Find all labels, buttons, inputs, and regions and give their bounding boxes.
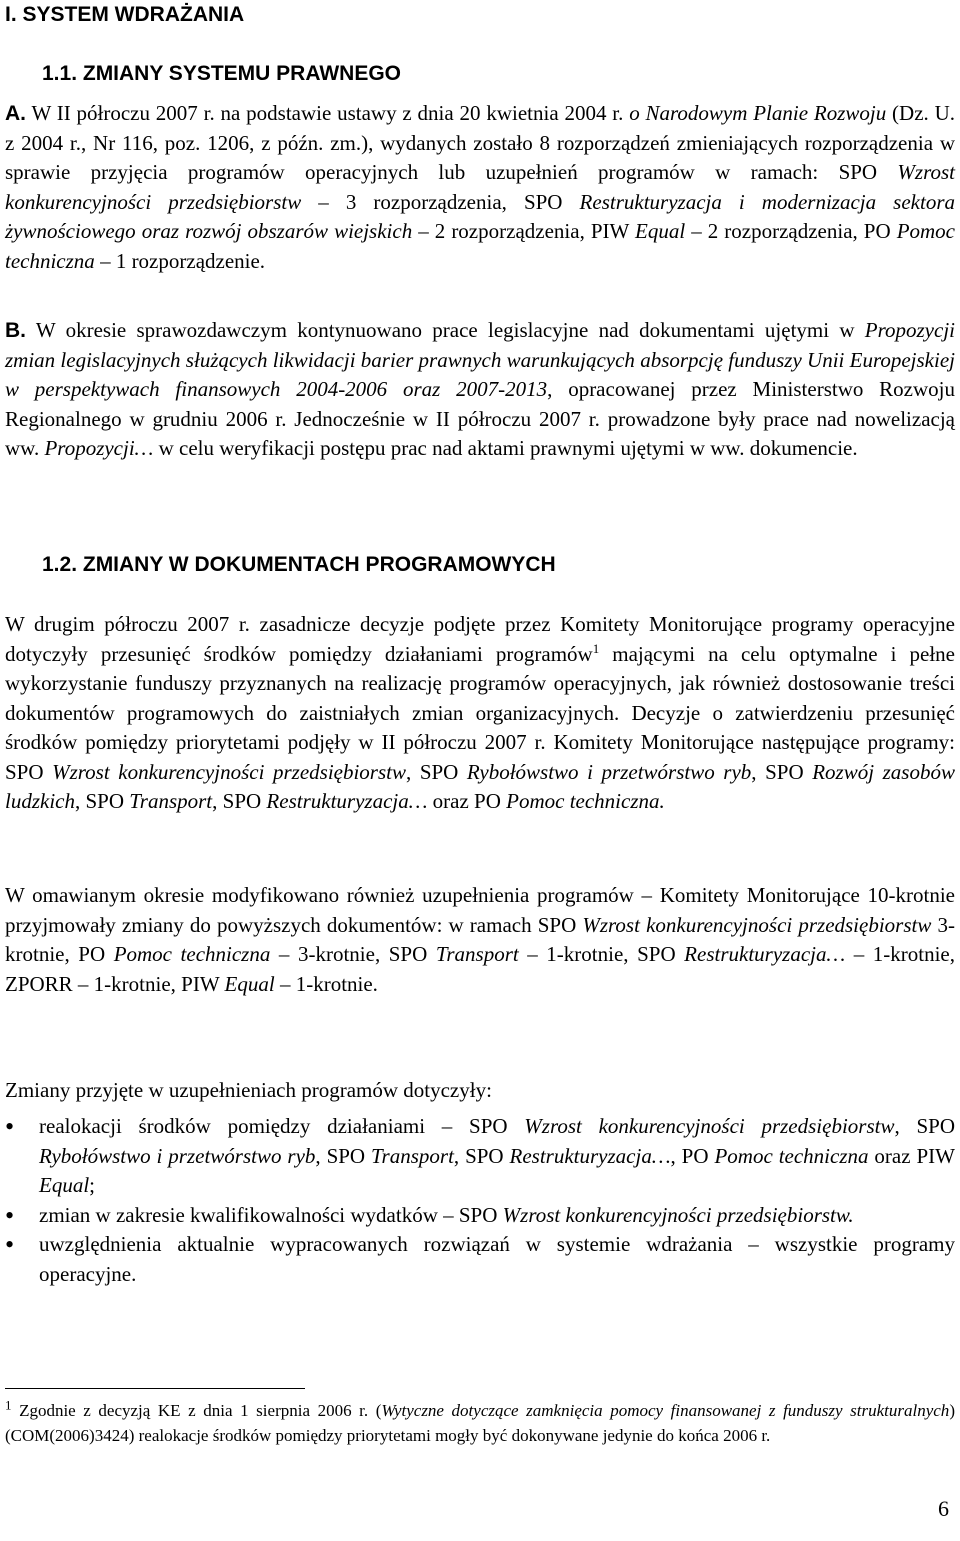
- italic-text: o Narodowym Planie Rozwoju: [629, 101, 887, 125]
- paragraph-a: [5, 99, 955, 276]
- paragraph-e: Zmiany przyjęte w uzupełnieniach programów dotyczyły:: [5, 1078, 492, 1102]
- text: ;: [89, 1173, 96, 1197]
- italic-text: Rozwój zasobów ludzkich: [5, 759, 955, 813]
- text: , SPO: [453, 1143, 510, 1168]
- italic-text: Propozycji…: [44, 436, 154, 460]
- italic-text: Transport: [371, 1143, 454, 1168]
- italic-text: Transport: [435, 942, 519, 966]
- section-heading-legal: 1.1. ZMIANY SYSTEMU PRAWNEGO: [42, 62, 401, 85]
- italic-text: Transport: [129, 789, 213, 813]
- italic-text: Propozycji zmian legislacyjnych służących likwidacji barier prawnych warunkujących absorpcję funduszy Unii Europejskiej w perspektywach finansowych 2004-2006 oraz 2007-2013: [5, 318, 955, 401]
- text: uwzględnienia aktualnie wypracowanych rozwiązań w systemie wdrażania – wszystkie programy operacyjne.: [39, 1232, 955, 1286]
- main-heading: I. SYSTEM WDRAŻANIA: [5, 3, 245, 26]
- italic-text: Wzrost konkurencyjności przedsiębiorstw.: [502, 1202, 854, 1227]
- section-heading-programme-docs: 1.2. ZMIANY W DOKUMENTACH PROGRAMOWYCH: [42, 553, 556, 576]
- text: Zgodnie z decyzją KE z dnia 1 sierpnia 2006 r. (: [11, 1401, 382, 1420]
- text: , SPO: [751, 759, 813, 784]
- italic-text: Equal: [224, 971, 275, 996]
- text: – 1-krotnie, ZPORR – 1-krotnie, PIW: [5, 942, 955, 996]
- text: W omawianym okresie modyfikowano również uzupełnienia programów – Komitety Monitorujące 10-krotnie przyjmowały zmiany do powyższych dokumentów: w ramach SPO: [5, 883, 955, 937]
- footnote-separator: [5, 1388, 305, 1389]
- italic-text: Wzrost konkurencyjności przedsiębiorstw: [52, 759, 406, 784]
- text: , opracowanej przez Ministerstwo Rozwoju Regionalnego w grudniu 2006 r. Jednocześnie w II półroczu 2007 r. prowadzone były prace nad nowelizacją ww.: [5, 377, 955, 460]
- text: zmian w zakresie kwalifikowalności wydatków – SPO: [39, 1202, 503, 1227]
- italic-text: Restrukturyzacja i modernizacja sektora żywnościowego oraz rozwój obszarów wiejskich: [5, 189, 955, 243]
- italic-text: Restrukturyzacja…: [266, 789, 428, 813]
- italic-text: Equal: [39, 1173, 90, 1197]
- italic-text: Pomoc techniczna: [714, 1143, 869, 1168]
- changes-bullet-list: [5, 1112, 955, 1289]
- list-item: [5, 1201, 955, 1231]
- footnote-ref[interactable]: 1: [592, 640, 600, 656]
- text: ) (COM(2006)3424) realokacje środków pomiędzy priorytetami mogły być dokonywane jedynie do końca 2006 r.: [5, 1401, 955, 1445]
- italic-text: Restrukturyzacja…: [684, 942, 846, 966]
- text: , SPO: [406, 759, 467, 784]
- text: (Dz. U. z 2004 r., Nr 116, poz. 1206, z późn. zm.), wydanych zostało 8 rozporządzeń zmieniających rozporządzenia w sprawie przyjęcia programów operacyjnych lub uzupełnień programów w ramach: SPO: [5, 101, 955, 184]
- text: 3-krotnie, PO: [5, 912, 955, 966]
- text: – 1-krotnie.: [274, 971, 378, 996]
- page-number: 6: [938, 1496, 949, 1521]
- paragraph-b: [5, 316, 955, 464]
- text: , SPO: [894, 1114, 955, 1138]
- italic-text: Wzrost konkurencyjności przedsiębiorstw: [5, 160, 955, 214]
- text: W drugim półroczu 2007 r. zasadnicze decyzje podjęte przez Komitety Monitorujące programy operacyjne dotyczyły przesunięć środków pomiędzy działaniami programów: [5, 612, 955, 666]
- italic-text: Restrukturyzacja…: [509, 1143, 671, 1168]
- text: w celu weryfikacji postępu prac nad aktami prawnymi ujętymi w ww. dokumencie.: [153, 436, 858, 460]
- text: – 1 rozporządzenie.: [94, 248, 266, 273]
- text: – 2 rozporządzenia, PO: [685, 219, 897, 243]
- italic-text: Wzrost konkurencyjności przedsiębiorstw: [582, 912, 932, 937]
- text: , SPO: [315, 1143, 372, 1168]
- footnote: [5, 1398, 955, 1448]
- text: oraz PO: [427, 789, 507, 813]
- italic-text: Pomoc techniczna.: [506, 789, 665, 813]
- italic-text: Pomoc techniczna: [5, 219, 956, 273]
- italic-text: Equal: [635, 219, 686, 243]
- footnote-mark: 1: [5, 1397, 12, 1413]
- text: , PO: [670, 1143, 715, 1168]
- text: mającymi na celu optymalne i pełne wykorzystanie funduszy przyznanych na realizację programów operacyjnych, jak również dostosowanie treści dokumentów programowych do zaistniałych zmian organizacyjnych. Decyzje o zatwierdzeniu przesunięć środków pomiędzy priorytetami podjęły w II półroczu 2007 r. Komitety Monitorujące następujące programy: SPO: [5, 641, 955, 784]
- para-label-a: A.: [5, 102, 26, 125]
- italic-text: Wytyczne dotyczące zamknięcia pomocy finansowanej z funduszy strukturalnych: [381, 1401, 950, 1420]
- text: oraz PIW: [868, 1143, 955, 1168]
- text: – 3 rozporządzenia, SPO: [301, 189, 580, 214]
- paragraph-d: [5, 881, 955, 999]
- italic-text: Pomoc techniczna: [113, 942, 271, 966]
- italic-text: Rybołówstwo i przetwórstwo ryb: [39, 1143, 316, 1168]
- text: , SPO: [74, 789, 130, 813]
- text: – 3-krotnie, SPO: [270, 942, 436, 966]
- text: – 1-krotnie, SPO: [518, 942, 685, 966]
- paragraph-c: [5, 610, 955, 817]
- italic-text: Wzrost konkurencyjności przedsiębiorstw: [524, 1114, 895, 1138]
- text: realokacji środków pomiędzy działaniami – SPO: [39, 1114, 525, 1138]
- list-item: [5, 1230, 955, 1289]
- list-item: [5, 1112, 955, 1201]
- text: , SPO: [212, 789, 267, 813]
- text: – 2 rozporządzenia, PIW: [412, 219, 635, 243]
- italic-text: Rybołówstwo i przetwórstwo ryb: [466, 759, 752, 784]
- text: W II półroczu 2007 r. na podstawie ustawy z dnia 20 kwietnia 2004 r.: [26, 101, 630, 125]
- text: W okresie sprawozdawczym kontynuowano prace legislacyjne nad dokumentami ujętymi w: [26, 318, 865, 342]
- para-label-b: B.: [5, 319, 26, 342]
